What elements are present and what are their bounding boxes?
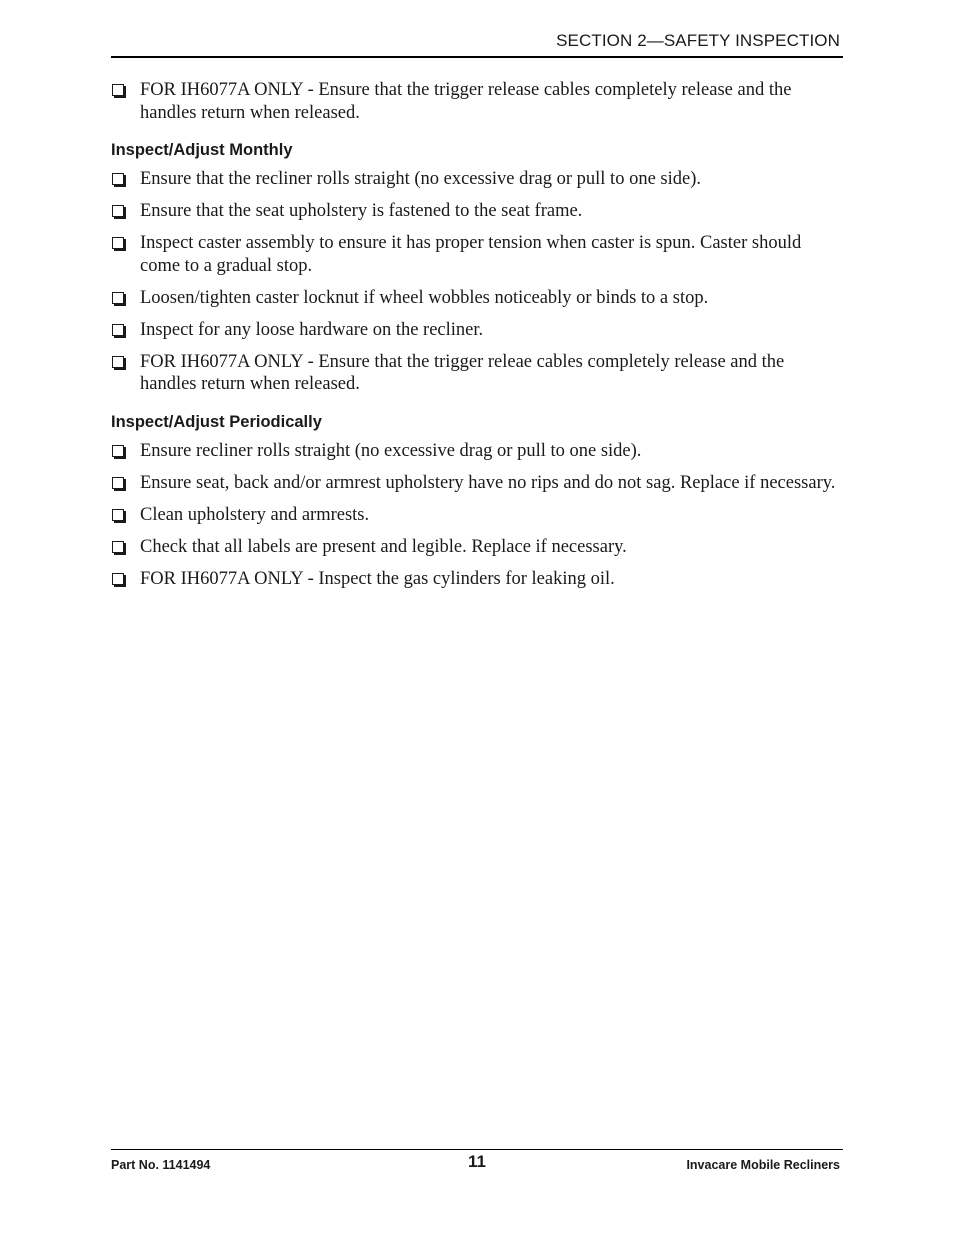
- checklist-item: [111, 319, 843, 342]
- item-text: Inspect for any loose hardware on the recliner.: [140, 319, 484, 340]
- page-footer: [111, 1149, 843, 1180]
- item-text: Ensure seat, back and/or armrest upholstery have no rips and do not sag. Replace if necessary.: [140, 472, 836, 493]
- checklist-item: [111, 440, 843, 463]
- checklist-item: [111, 568, 843, 591]
- checkbox-icon: [112, 292, 124, 304]
- item-text: Inspect caster assembly to ensure it has proper tension when caster is spun. Caster should come to a gradual stop.: [140, 233, 802, 276]
- checklist-content: [111, 79, 843, 600]
- item-text: Ensure that the seat upholstery is fastened to the seat frame.: [140, 201, 583, 221]
- item-text: FOR IH6077A ONLY - Ensure that the trigger releae cables completely release and the handles return when released.: [140, 351, 785, 394]
- checkbox-icon: [112, 324, 124, 336]
- item-text: Ensure that the recliner rolls straight (no excessive drag or pull to one side).: [140, 169, 701, 189]
- checklist-item: [111, 351, 843, 396]
- checklist-item: [111, 200, 843, 223]
- checklist-item: [111, 232, 843, 277]
- checkbox-icon: [112, 173, 124, 185]
- checkbox-icon: [112, 205, 124, 217]
- checkbox-icon: [112, 445, 124, 457]
- monthly-heading: Inspect/Adjust Monthly: [111, 141, 293, 159]
- checkbox-icon: [112, 573, 124, 585]
- item-text: Ensure recliner rolls straight (no excessive drag or pull to one side).: [140, 440, 642, 461]
- item-text: FOR IH6077A ONLY - Inspect the gas cylinders for leaking oil.: [140, 568, 615, 589]
- item-text: Check that all labels are present and legible. Replace if necessary.: [140, 536, 627, 557]
- item-text: Loosen/tighten caster locknut if wheel wobbles noticeably or binds to a stop.: [140, 287, 709, 308]
- item-text: FOR IH6077A ONLY - Ensure that the trigger release cables completely release and the handles return when released.: [140, 80, 792, 123]
- checkbox-icon: [112, 541, 124, 553]
- checkbox-icon: [112, 84, 124, 96]
- checkbox-icon: [112, 509, 124, 521]
- section-title: SECTION 2—SAFETY INSPECTION: [556, 31, 840, 50]
- checklist-item: [111, 79, 843, 124]
- checklist-item: [111, 168, 843, 191]
- checkbox-icon: [112, 356, 124, 368]
- checkbox-icon: [112, 237, 124, 249]
- periodically-heading: Inspect/Adjust Periodically: [111, 412, 322, 431]
- page-header: [111, 30, 843, 58]
- checklist-item: [111, 536, 843, 559]
- page-number: 11: [468, 1152, 486, 1171]
- part-number: Part No. 1141494: [111, 1158, 211, 1172]
- product-name: Invacare Mobile Recliners: [686, 1158, 840, 1172]
- item-text: Clean upholstery and armrests.: [140, 504, 370, 525]
- checklist-item: [111, 504, 843, 527]
- checklist-item: [111, 287, 843, 310]
- checkbox-icon: [112, 477, 124, 489]
- checklist-item: [111, 472, 843, 495]
